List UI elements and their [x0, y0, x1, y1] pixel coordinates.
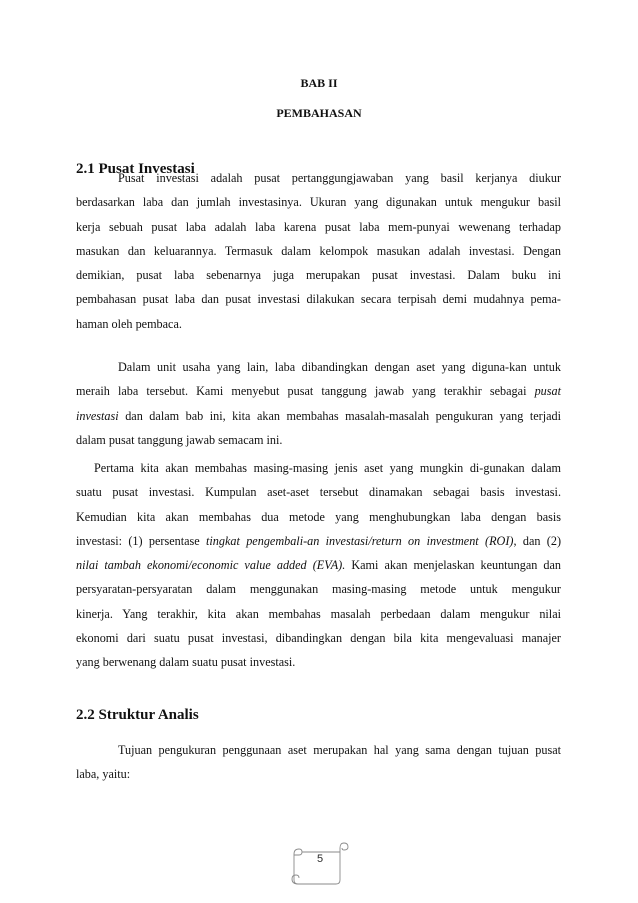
paragraph-text: Kami akan menjelaskan keuntungan dan — [351, 558, 561, 573]
page-number: 5 — [316, 853, 324, 865]
italic-term: nilai tambah ekonomi/economic value added (EVA). — [76, 558, 346, 573]
italic-term: tingkat pengembali-an investasi/return on investment (ROI) — [206, 533, 514, 548]
paragraph-line: Tujuan pengukuran penggunaan aset merupakan hal yang sama dengan tujuan pusat — [118, 743, 561, 757]
italic-term: investasi — [76, 408, 119, 423]
paragraph-2 — [76, 355, 561, 452]
paragraph-text: , dan (2) — [513, 533, 561, 548]
paragraph-text: meraih laba tersebut. Kami menyebut pusat tanggung jawab yang terakhir sebagai — [76, 384, 527, 399]
italic-term: pusat — [534, 384, 561, 399]
paragraph-line: yang berwenang dalam suatu pusat investasi. — [76, 655, 296, 670]
paragraph-line: haman oleh pembaca. — [76, 316, 182, 331]
paragraph-text: investasi: (1) persentase — [76, 533, 200, 548]
paragraph-line — [76, 404, 561, 428]
paragraph-line: masukan dan keluarannya. Termasuk dalam kelompok masukan adalah investasi. Dengan — [76, 243, 561, 258]
paragraph-1 — [76, 166, 561, 336]
paragraph-line: persyaratan-persyaratan dalam menggunakan masing-masing metode untuk mengukur — [76, 582, 561, 597]
paragraph-4 — [76, 738, 561, 787]
paragraph-line — [76, 529, 561, 553]
paragraph-line: Pertama kita akan membahas masing-masing jenis aset yang mungkin di-gunakan dalam — [94, 461, 561, 475]
paragraph-line: demikian, pusat laba sebenarnya juga merupakan pusat investasi. Dalam buku ini — [76, 268, 561, 283]
paragraph-text: dan dalam bab ini, kita akan membahas masalah-masalah pengukuran yang terjadi — [125, 408, 562, 423]
paragraph-line: kinerja. Yang terakhir, kita akan membahas masalah perbedaan dalam mengukur nilai — [76, 606, 561, 621]
section-heading-struktur-analis: 2.2 Struktur Analis — [76, 707, 199, 723]
chapter-title: PEMBAHASAN — [276, 106, 362, 120]
paragraph-line: Kemudian kita akan membahas dua metode yang menghubungkan laba dengan basis — [76, 509, 561, 524]
paragraph-line: Pusat investasi adalah pusat pertanggungjawaban yang basil kerjanya diukur — [118, 171, 561, 185]
paragraph-3 — [76, 456, 561, 675]
paragraph-line: Dalam unit usaha yang lain, laba dibandingkan dengan aset yang diguna-kan untuk — [118, 360, 561, 374]
paragraph-line: kerja sebuah pusat laba adalah laba karena pusat laba mem-punyai wewenang terhadap — [76, 219, 561, 234]
paragraph-line: dalam pusat tanggung jawab semacam ini. — [76, 432, 283, 447]
paragraph-line: pembahasan pusat laba dan pusat investasi dilakukan secara terpisah demi mudahnya pema- — [76, 292, 561, 307]
paragraph-line: laba, yaitu: — [76, 767, 131, 782]
paragraph-line: berdasarkan laba dan jumlah investasinya. Ukuran yang digunakan untuk mengukur basil — [76, 195, 561, 210]
paragraph-line: suatu pusat investasi. Kumpulan aset-aset tersebut dinamakan sebagai basis investasi. — [76, 485, 561, 500]
section-heading-pusat-investasi: 2.1 Pusat Investasi — [76, 161, 195, 177]
paragraph-line — [76, 379, 561, 403]
paragraph-line: ekonomi dari suatu pusat investasi, dibandingkan dengan bila kita mengevaluasi manajer — [76, 631, 561, 646]
paragraph-line — [76, 553, 561, 577]
chapter-label: BAB II — [300, 76, 338, 90]
